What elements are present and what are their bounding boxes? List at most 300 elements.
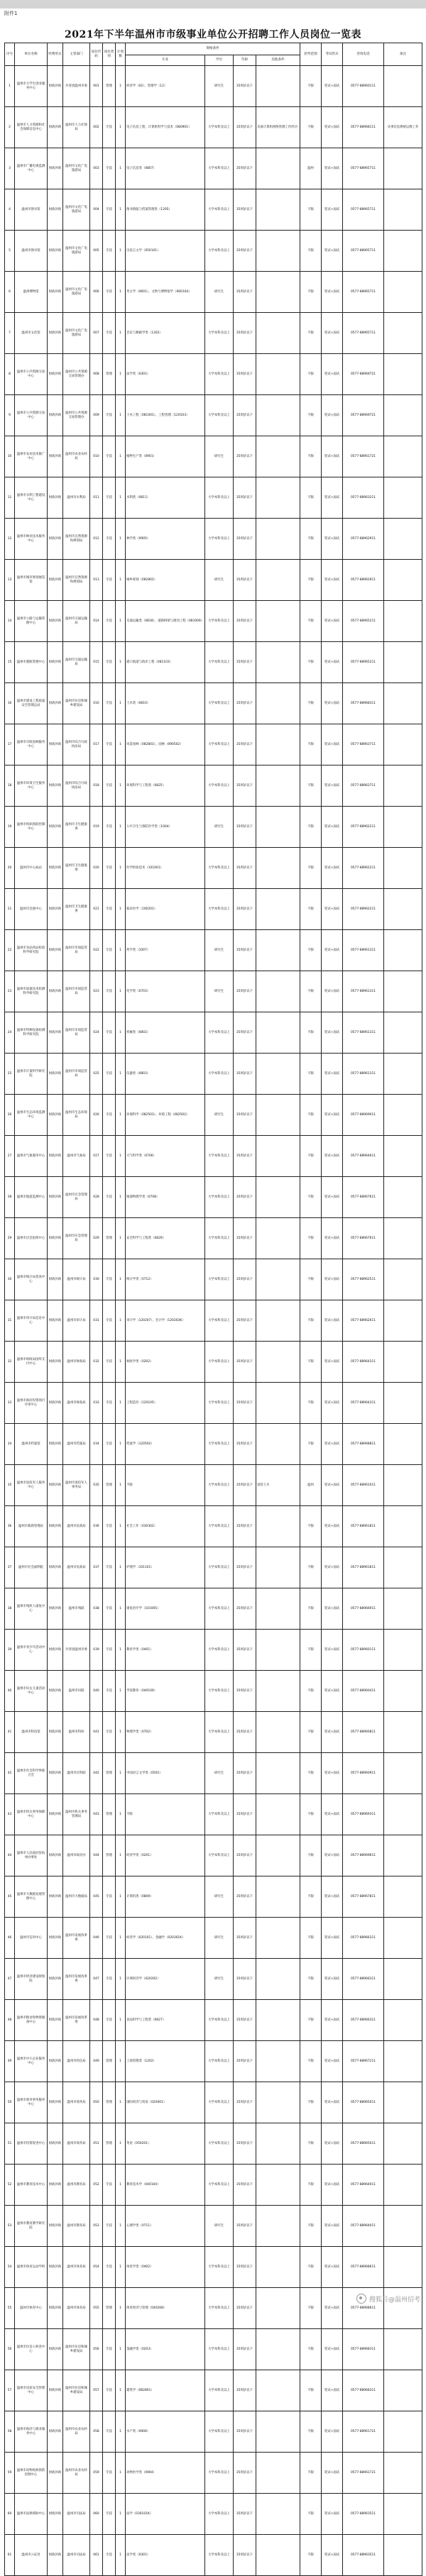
cell-count: 1 [116, 2329, 126, 2370]
cell-remark [384, 313, 422, 354]
cell-funding: 财政补助 [48, 2000, 63, 2041]
cell-education: 大学本科及以上 [205, 1218, 234, 1259]
cell-education: 大学本科及以上 [205, 1177, 234, 1218]
cell-funding: 财政补助 [48, 1630, 63, 1671]
cell-unit: 温州市房屋安全管理中心 [15, 2370, 48, 2411]
cell-education: 大学本科及以上 [205, 1630, 234, 1671]
cell-post-type: 专技 [103, 930, 116, 971]
cell-education: 大学本科及以上 [205, 601, 234, 642]
cell-scope: 不限 [300, 1630, 322, 1671]
cell-funding: 财政补助 [48, 2370, 63, 2411]
cell-age: 35周岁以下 [234, 1630, 256, 1671]
cell-funding: 财政补助 [48, 2535, 63, 2576]
cell-dept: 温州市卫生健康委 [63, 807, 90, 848]
cell-age: 35周岁以下 [234, 724, 256, 765]
cell-other: 具备计算机网络管理工作经历 [256, 107, 300, 148]
cell-exam: 笔试+面试 [322, 2123, 343, 2165]
cell-phone: 0577-88969721 [343, 395, 384, 436]
cell-other [256, 354, 300, 395]
cell-exam: 笔试+面试 [322, 1177, 343, 1218]
cell-remark [384, 148, 422, 189]
cell-age: 35周岁以下 [234, 2494, 256, 2535]
cell-education: 大学本科及以上 [205, 231, 234, 272]
cell-seq: 41 [5, 1712, 15, 1753]
cell-dept: 温州市住房和城乡建设局 [63, 683, 90, 724]
cell-unit: 温州市林业技术服务中心 [15, 519, 48, 560]
cell-exam: 笔试+面试 [322, 1547, 343, 1588]
cell-exam: 笔试+面试 [322, 148, 343, 189]
cell-exam: 笔试+面试 [322, 1054, 343, 1095]
cell-education: 研究生 [205, 436, 234, 477]
cell-exam: 笔试+面试 [322, 765, 343, 807]
cell-seq: 16 [5, 683, 15, 724]
cell-remark: 从事信息系统运维工作 [384, 107, 422, 148]
cell-age: 35周岁以下 [234, 1835, 256, 1876]
cell-code: 018 [90, 765, 103, 807]
cell-unit: 温州市审计局信息中心 [15, 1300, 48, 1342]
cell-post-type: 专技 [103, 2411, 116, 2453]
cell-other [256, 2247, 300, 2288]
cell-education: 研究生 [205, 930, 234, 971]
cell-remark [384, 1095, 422, 1136]
cell-seq: 32 [5, 1342, 15, 1383]
cell-code: 059 [90, 2453, 103, 2494]
cell-other [256, 1012, 300, 1054]
header-exam: 考试形式 [322, 43, 343, 66]
cell-age: 35周岁以下 [234, 1753, 256, 1794]
table-row [5, 107, 422, 148]
cell-major: 计算机类（0809） [126, 1876, 205, 1918]
cell-seq: 6 [5, 272, 15, 313]
cell-exam: 笔试+面试 [322, 601, 343, 642]
cell-exam: 笔试+面试 [322, 2165, 343, 2206]
table-row [5, 2123, 422, 2165]
table-row [5, 2535, 422, 2576]
cell-funding: 财政补助 [48, 930, 63, 971]
cell-seq: 33 [5, 1383, 15, 1424]
cell-education: 大学本科及以上 [205, 2041, 234, 2082]
cell-remark [384, 2082, 422, 2123]
cell-remark [384, 642, 422, 683]
cell-education: 研究生 [205, 272, 234, 313]
table-row [5, 1959, 422, 2000]
cell-other [256, 395, 300, 436]
cell-funding: 财政补助 [48, 519, 63, 560]
cell-age: 35周岁以下 [234, 1588, 256, 1630]
cell-remark [384, 560, 422, 601]
cell-dept: 温州市文化广电旅游局 [63, 272, 90, 313]
cell-scope: 不限 [300, 2329, 322, 2370]
cell-seq: 25 [5, 1054, 15, 1095]
cell-remark [384, 889, 422, 930]
cell-seq: 20 [5, 848, 15, 889]
cell-post-type: 专技 [103, 272, 116, 313]
cell-unit: 温州市教育教学研究院 [15, 2206, 48, 2247]
cell-scope: 不限 [300, 1671, 322, 1712]
cell-code: 044 [90, 1835, 103, 1876]
cell-unit: 温州市图书馆 [15, 189, 48, 231]
cell-education: 大学本科及以上 [205, 395, 234, 436]
cell-code: 009 [90, 395, 103, 436]
cell-funding: 财政补助 [48, 1383, 63, 1424]
cell-major: 植物生产类（0901） [126, 436, 205, 477]
cell-post-type: 专技 [103, 765, 116, 807]
cell-major: 法学（030101K） [126, 2494, 205, 2535]
cell-dept: 温州市发展改革委 [63, 1959, 90, 2000]
cell-exam: 笔试+面试 [322, 1012, 343, 1054]
cell-post-type: 专技 [103, 1588, 116, 1630]
cell-scope: 不限 [300, 395, 322, 436]
cell-funding: 财政补助 [48, 1753, 63, 1794]
header-education: 学历 [205, 55, 234, 66]
cell-seq: 34 [5, 1424, 15, 1465]
cell-unit: 温州市投资促进中心 [15, 2123, 48, 2165]
cell-exam: 笔试+面试 [322, 1424, 343, 1465]
cell-other [256, 477, 300, 519]
cell-seq: 13 [5, 560, 15, 601]
cell-major: 水利类（0811） [126, 477, 205, 519]
cell-major: 统计学类（0712） [126, 1259, 205, 1300]
cell-code: 034 [90, 1424, 103, 1465]
cell-other: 退役士兵 [256, 1465, 300, 1506]
cell-exam: 笔试+面试 [322, 1835, 343, 1876]
cell-code: 056 [90, 2329, 103, 2370]
cell-education: 大学本科及以上 [205, 2123, 234, 2165]
cell-funding: 财政补助 [48, 848, 63, 889]
cell-education: 大学本科及以上 [205, 889, 234, 930]
cell-code: 031 [90, 1300, 103, 1342]
cell-exam: 笔试+面试 [322, 66, 343, 107]
table-row [5, 2453, 422, 2494]
cell-dept: 温州市市场监管局 [63, 1054, 90, 1095]
cell-scope: 不限 [300, 1835, 322, 1876]
cell-funding: 财政补助 [48, 2123, 63, 2165]
cell-count: 1 [116, 1424, 126, 1465]
cell-major: 药学类（1007） [126, 930, 205, 971]
cell-scope: 不限 [300, 1753, 322, 1794]
cell-age: 35周岁以下 [234, 477, 256, 519]
cell-code: 060 [90, 2494, 103, 2535]
cell-exam: 笔试+面试 [322, 1876, 343, 1918]
cell-scope: 不限 [300, 189, 322, 231]
cell-unit: 温州市体育中心 [15, 2288, 48, 2329]
cell-count: 1 [116, 436, 126, 477]
table-row [5, 1300, 422, 1342]
cell-scope: 不限 [300, 66, 322, 107]
cell-code: 055 [90, 2288, 103, 2329]
cell-age: 35周岁以下 [234, 2411, 256, 2453]
cell-age: 35周岁以下 [234, 1136, 256, 1177]
cell-exam: 笔试+面试 [322, 1300, 343, 1342]
cell-dept: 温州市卫生健康委 [63, 889, 90, 930]
cell-exam: 笔试+面试 [322, 2206, 343, 2247]
cell-major: 经济学（02）、管理学（12） [126, 66, 205, 107]
cell-remark [384, 683, 422, 724]
cell-education: 大学本科及以上 [205, 2000, 234, 2041]
cell-remark [384, 1383, 422, 1424]
cell-count: 1 [116, 395, 126, 436]
cell-phone: 0577-88965711 [343, 313, 384, 354]
cell-major: 经济学（020101）、金融学（020301K） [126, 1918, 205, 1959]
cell-funding: 财政补助 [48, 2494, 63, 2535]
cell-dept: 温州市综合行政执法局 [63, 765, 90, 807]
cell-seq: 24 [5, 1012, 15, 1054]
cell-other [256, 2453, 300, 2494]
cell-exam: 笔试+面试 [322, 1630, 343, 1671]
cell-remark [384, 2453, 422, 2494]
cell-age: 35周岁以下 [234, 1218, 256, 1259]
cell-count: 1 [116, 477, 126, 519]
cell-scope: 温州 [300, 1465, 322, 1506]
cell-education: 大学本科及以上 [205, 477, 234, 519]
cell-unit: 温州市公共资源交易中心 [15, 354, 48, 395]
cell-dept: 温州市退役军人事务局 [63, 1465, 90, 1506]
cell-seq: 11 [5, 477, 15, 519]
cell-scope: 不限 [300, 1259, 322, 1300]
cell-funding: 财政补助 [48, 354, 63, 395]
cell-phone: 0577-88960111 [343, 1630, 384, 1671]
cell-count: 1 [116, 1876, 126, 1918]
cell-exam: 笔试+面试 [322, 477, 343, 519]
cell-dept: 温州市财政局 [63, 1342, 90, 1383]
cell-unit: 温州市海洋与渔业服务中心 [15, 2411, 48, 2453]
cell-seq: 17 [5, 724, 15, 765]
cell-remark [384, 1506, 422, 1547]
cell-dept: 温州市财政局 [63, 1383, 90, 1424]
cell-scope: 不限 [300, 1177, 322, 1218]
cell-other [256, 1959, 300, 2000]
cell-unit: 温州市建设工程质量安全管理总站 [15, 683, 48, 724]
cell-seq: 49 [5, 2041, 15, 2082]
table-row [5, 519, 422, 560]
cell-dept: 温州市交通运输局 [63, 601, 90, 642]
cell-phone: 0577-88963511 [343, 2494, 384, 2535]
cell-age: 35周岁以下 [234, 2165, 256, 2206]
cell-other [256, 1918, 300, 1959]
cell-remark [384, 1547, 422, 1588]
cell-seq: 9 [5, 395, 15, 436]
cell-seq: 60 [5, 2494, 15, 2535]
cell-phone: 0577-88968311 [343, 2370, 384, 2411]
cell-major: 审计学（120207）、会计学（120203K） [126, 1300, 205, 1342]
cell-dept: 温州市文化广电旅游局 [63, 148, 90, 189]
cell-post-type: 专技 [103, 148, 116, 189]
cell-other [256, 560, 300, 601]
cell-scope: 不限 [300, 683, 322, 724]
table-row [5, 1383, 422, 1424]
cell-age: 35周岁以下 [234, 1876, 256, 1918]
top-strip [0, 0, 426, 9]
cell-other [256, 1671, 300, 1712]
cell-code: 040 [90, 1671, 103, 1712]
cell-major: 经济学类（0201） [126, 1835, 205, 1876]
cell-other [256, 807, 300, 848]
cell-scope: 不限 [300, 2123, 322, 2165]
cell-remark [384, 765, 422, 807]
cell-other [256, 272, 300, 313]
cell-age: 35周岁以下 [234, 1054, 256, 1095]
cell-remark [384, 2123, 422, 2165]
cell-code: 043 [90, 1794, 103, 1835]
cell-count: 1 [116, 1136, 126, 1177]
cell-phone: 0577-88963711 [343, 724, 384, 765]
cell-phone: 0577-88962211 [343, 889, 384, 930]
cell-dept: 温州市教育局 [63, 2165, 90, 2206]
cell-major: 音乐与舞蹈学类（1302） [126, 313, 205, 354]
job-table-wrapper [4, 43, 422, 2576]
cell-dept: 温州市大数据局 [63, 1876, 90, 1918]
cell-code: 058 [90, 2411, 103, 2453]
cell-education: 研究生 [205, 1959, 234, 2000]
cell-education: 大学本科及以上 [205, 1465, 234, 1506]
cell-phone: 0577-88962211 [343, 848, 384, 889]
cell-other [256, 642, 300, 683]
cell-funding: 财政补助 [48, 1012, 63, 1054]
cell-count: 1 [116, 272, 126, 313]
cell-count: 1 [116, 848, 126, 889]
cell-phone: 0577-88968611 [343, 2288, 384, 2329]
cell-post-type: 专技 [103, 1300, 116, 1342]
cell-major: 林学类（0905） [126, 519, 205, 560]
cell-other [256, 2041, 300, 2082]
cell-phone: 0577-88962911 [343, 519, 384, 560]
cell-remark [384, 1177, 422, 1218]
cell-age: 35周岁以下 [234, 1259, 256, 1300]
cell-major: 考古学（0601）、文物与博物馆学（060104） [126, 272, 205, 313]
cell-funding: 财政补助 [48, 1054, 63, 1095]
cell-dept: 共青团温州市委 [63, 1630, 90, 1671]
cell-code: 012 [90, 519, 103, 560]
table-row [5, 1630, 422, 1671]
cell-scope: 不限 [300, 971, 322, 1012]
cell-education: 大学本科及以上 [205, 848, 234, 889]
cell-code: 038 [90, 1588, 103, 1630]
cell-post-type: 专技 [103, 1876, 116, 1918]
table-row [5, 395, 422, 436]
cell-remark [384, 2206, 422, 2247]
cell-major: 工程造价（120105） [126, 1383, 205, 1424]
cell-post-type: 管理 [103, 354, 116, 395]
cell-funding: 财政补助 [48, 1876, 63, 1918]
cell-funding: 财政补助 [48, 1424, 63, 1465]
cell-scope: 不限 [300, 354, 322, 395]
cell-major: 电子信息类（0807） [126, 148, 205, 189]
header-post-type: 岗位类别 [103, 43, 116, 66]
cell-other [256, 724, 300, 765]
cell-code: 037 [90, 1547, 103, 1588]
cell-post-type: 专技 [103, 189, 116, 231]
cell-scope: 不限 [300, 313, 322, 354]
cell-dept: 温州市应急管理局 [63, 1218, 90, 1259]
cell-age: 35周岁以下 [234, 1383, 256, 1424]
cell-funding: 财政补助 [48, 1959, 63, 2000]
cell-phone: 0577-88964011 [343, 2165, 384, 2206]
cell-phone: 0577-88964311 [343, 1342, 384, 1383]
cell-dept: 温州市档案局 [63, 1424, 90, 1465]
cell-dept: 温州市市场监管局 [63, 971, 90, 1012]
cell-major: 法学类（0301） [126, 354, 205, 395]
cell-funding: 财政补助 [48, 2247, 63, 2288]
cell-funding: 财政补助 [48, 395, 63, 436]
cell-age: 35周岁以下 [234, 395, 256, 436]
cell-phone: 0577-88966311 [343, 1959, 384, 2000]
cell-education: 大学本科及以上 [205, 2247, 234, 2288]
cell-code: 010 [90, 436, 103, 477]
cell-major: 档案学（120502） [126, 1424, 205, 1465]
cell-major: 社会工作（030302） [126, 1506, 205, 1547]
cell-count: 1 [116, 807, 126, 848]
cell-major: 不限 [126, 1465, 205, 1506]
cell-unit: 温州市退役军人服务中心 [15, 1465, 48, 1506]
cell-post-type: 管理 [103, 2041, 116, 2082]
cell-dept: 温州市自然资源和规划局 [63, 519, 90, 560]
cell-code: 026 [90, 1095, 103, 1136]
cell-age: 35周岁以下 [234, 1959, 256, 2000]
cell-post-type: 管理 [103, 66, 116, 107]
cell-major: 建筑学（082801） [126, 2370, 205, 2411]
cell-post-type: 专技 [103, 1712, 116, 1753]
cell-other [256, 1383, 300, 1424]
cell-major: 国际经济与贸易（020401） [126, 2082, 205, 2123]
cell-remark [384, 807, 422, 848]
table-row [5, 2329, 422, 2370]
cell-count: 1 [116, 1177, 126, 1218]
table-row [5, 1876, 422, 1918]
cell-unit: 温州市信用中心 [15, 1918, 48, 1959]
cell-code: 051 [90, 2123, 103, 2165]
cell-age: 35周岁以下 [234, 1918, 256, 1959]
cell-age: 35周岁以下 [234, 354, 256, 395]
cell-unit: 温州市社会科学界联合会 [15, 1753, 48, 1794]
cell-seq: 14 [5, 601, 15, 642]
cell-seq: 42 [5, 1753, 15, 1794]
cell-scope: 不限 [300, 1012, 322, 1054]
cell-count: 1 [116, 1218, 126, 1259]
cell-count: 1 [116, 1630, 126, 1671]
cell-count: 1 [116, 971, 126, 1012]
cell-seq: 27 [5, 1136, 15, 1177]
cell-seq: 18 [5, 765, 15, 807]
cell-seq: 35 [5, 1465, 15, 1506]
cell-funding: 财政补助 [48, 2329, 63, 2370]
cell-age: 35周岁以下 [234, 889, 256, 930]
cell-age: 35周岁以下 [234, 107, 256, 148]
cell-unit: 温州市食品药品检验科学研究院 [15, 930, 48, 971]
cell-code: 003 [90, 148, 103, 189]
cell-funding: 财政补助 [48, 1835, 63, 1876]
cell-post-type: 专技 [103, 1506, 116, 1547]
cell-post-type: 专技 [103, 601, 116, 642]
cell-dept: 温州市卫生健康委 [63, 848, 90, 889]
cell-exam: 笔试+面试 [322, 1794, 343, 1835]
cell-post-type: 专技 [103, 1383, 116, 1424]
cell-seq: 37 [5, 1547, 15, 1588]
table-row [5, 2411, 422, 2453]
table-row [5, 1095, 422, 1136]
cell-unit: 温州市急救中心 [15, 889, 48, 930]
cell-age: 35周岁以下 [234, 2041, 256, 2082]
cell-post-type: 管理 [103, 2288, 116, 2329]
cell-education: 大学本科及以上 [205, 1506, 234, 1547]
cell-unit: 温州市中小企业服务中心 [15, 2041, 48, 2082]
cell-exam: 笔试+面试 [322, 1753, 343, 1794]
cell-age: 35周岁以下 [234, 1177, 256, 1218]
cell-phone: 0577-88968311 [343, 683, 384, 724]
cell-funding: 财政补助 [48, 1794, 63, 1835]
cell-seq: 36 [5, 1506, 15, 1547]
cell-post-type: 专技 [103, 1012, 116, 1054]
table-row [5, 2494, 422, 2535]
